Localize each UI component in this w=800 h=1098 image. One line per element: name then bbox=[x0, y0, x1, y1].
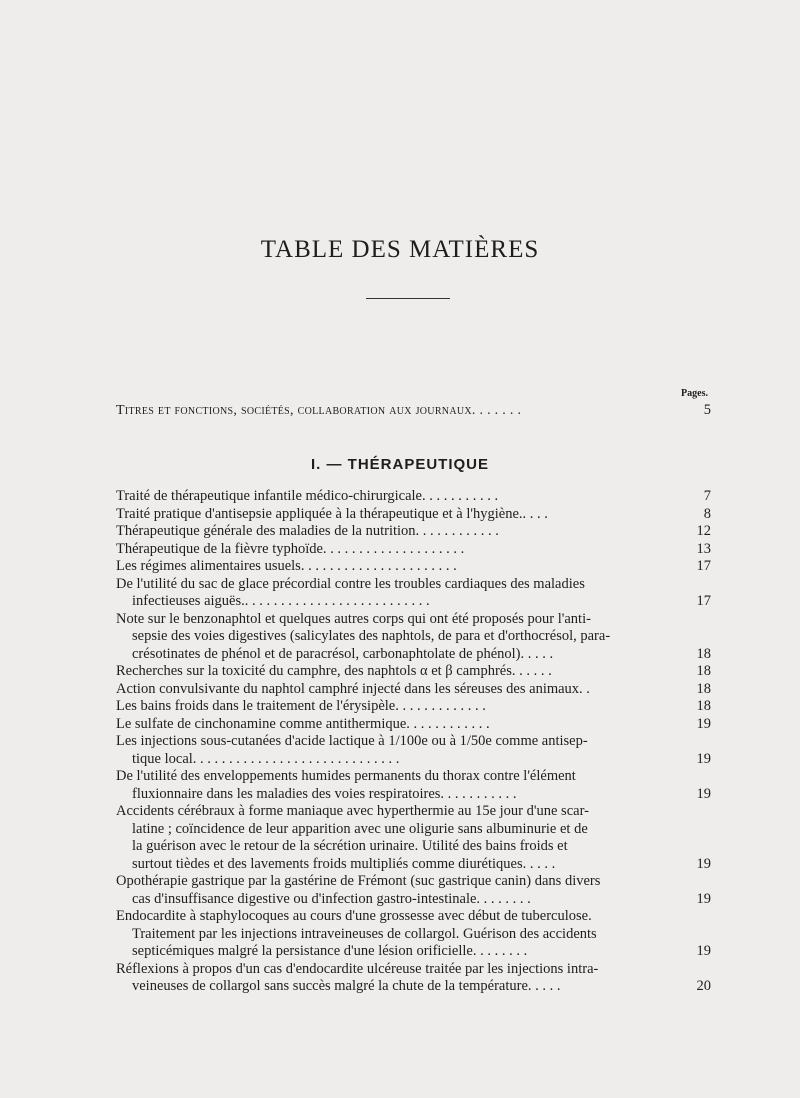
toc-entry bbox=[116, 873, 711, 908]
toc-entry bbox=[116, 961, 711, 996]
toc-entry bbox=[116, 558, 711, 576]
toc-entry bbox=[116, 576, 711, 611]
toc-entry-line: la guérison avec le retour de la sécrétion urinaire. Utilité des bains froids et bbox=[132, 838, 568, 854]
toc-entry bbox=[116, 803, 711, 873]
toc-entry-line: fluxionnaire dans les maladies des voies respiratoires. . . . . . . . . . . bbox=[132, 785, 517, 802]
toc-entry-page: 19 bbox=[696, 785, 711, 802]
toc-entry-page: 18 bbox=[696, 645, 711, 662]
toc-entry-page: 18 bbox=[696, 663, 711, 679]
toc-entry bbox=[116, 663, 711, 681]
toc-entry bbox=[116, 768, 711, 803]
toc-entry bbox=[116, 733, 711, 768]
title-rule bbox=[366, 298, 450, 299]
toc-entry-line: latine ; coïncidence de leur apparition avec une oligurie sans albuminurie et de bbox=[132, 820, 588, 837]
toc-entry-line: Note sur le benzonaphtol et quelques autres corps qui ont été proposés pour l'anti- bbox=[116, 610, 591, 627]
toc-entry-line: De l'utilité des enveloppements humides permanents du thorax contre l'élément bbox=[116, 768, 576, 784]
toc-entry-line: De l'utilité du sac de glace précordial contre les troubles cardiaques des maladies bbox=[116, 575, 585, 592]
toc-entry-text bbox=[116, 908, 675, 961]
toc-entry-page: 19 bbox=[696, 715, 711, 732]
toc-entry bbox=[116, 523, 711, 541]
toc-entry-text bbox=[116, 716, 675, 734]
toc-entry-page: 20 bbox=[696, 978, 711, 994]
toc-entry-line: tique local. . . . . . . . . . . . . . . . . . . . . . . . . . . . . bbox=[132, 750, 400, 767]
toc-entry-line: crésotinates de phénol et de paracrésol, carbonaphtolate de phénol). . . . . bbox=[132, 645, 554, 662]
toc-entry-text bbox=[116, 681, 675, 699]
toc-entry-page: 17 bbox=[696, 558, 711, 574]
toc-entry-text bbox=[116, 611, 675, 664]
toc-intro-page: 5 bbox=[703, 402, 711, 418]
toc-entry-text bbox=[116, 523, 675, 541]
toc-entry-line: Opothérapie gastrique par la gastérine de Frémont (suc gastrique canin) dans divers bbox=[116, 873, 601, 889]
toc-entry-line: Thérapeutique de la fièvre typhoïde. . . . . . . . . . . . . . . . . . . . bbox=[116, 540, 465, 557]
toc-entry bbox=[116, 716, 711, 734]
toc-entry-line: Traité pratique d'antisepsie appliquée à la thérapeutique et à l'hygiène.. . . . bbox=[116, 505, 548, 522]
toc-entry-text bbox=[116, 698, 675, 716]
toc-entry-line: Recherches sur la toxicité du camphre, des naphtols α et β camphrés. . . . . . bbox=[116, 663, 552, 679]
toc-entry-line: Les bains froids dans le traitement de l'érysipèle. . . . . . . . . . . . . bbox=[116, 698, 486, 714]
toc-entry-line: veineuses de collargol sans succès malgré la chute de la température. . . . . bbox=[132, 978, 561, 994]
toc-entry-line: Accidents cérébraux à forme maniaque avec hyperthermie au 15e jour d'une scar- bbox=[116, 803, 589, 819]
toc-intro-text: Titres et fonctions, sociétés, collaboration aux journaux. . . . . . . bbox=[116, 403, 522, 418]
toc-entry-page: 18 bbox=[696, 698, 711, 714]
section-title: I. — THÉRAPEUTIQUE bbox=[310, 456, 489, 473]
toc-entry bbox=[116, 611, 711, 664]
toc-entry-text bbox=[116, 733, 675, 768]
toc-entry-line: Le sulfate de cinchonamine comme antithermique. . . . . . . . . . . . bbox=[116, 715, 490, 732]
toc-entry bbox=[116, 698, 711, 716]
toc-entry bbox=[116, 506, 711, 524]
toc-entry-line: septicémiques malgré la persistance d'une lésion orificielle. . . . . . . . bbox=[132, 943, 528, 959]
toc-entry bbox=[116, 908, 711, 961]
toc-entry-page: 18 bbox=[696, 680, 711, 697]
toc-entry-line: sepsie des voies digestives (salicylates des naphtols, de para et d'orthocrésol, para- bbox=[132, 628, 611, 644]
toc-entry-line: Action convulsivante du naphtol camphré injecté dans les séreuses des animaux. . bbox=[116, 680, 590, 697]
toc-entry-page: 19 bbox=[696, 943, 711, 959]
page-title: TABLE DES MATIÈRES bbox=[260, 236, 540, 263]
toc-entry-text bbox=[116, 506, 675, 524]
toc-entry bbox=[116, 488, 711, 506]
toc-entry-text bbox=[116, 768, 675, 803]
toc-entry bbox=[116, 681, 711, 699]
toc-entry-text bbox=[116, 803, 675, 873]
toc-entry-line: Thérapeutique générale des maladies de la nutrition. . . . . . . . . . . . bbox=[116, 523, 499, 539]
toc-entry-line: Traitement par les injections intraveineuses de collargol. Guérison des accidents bbox=[132, 925, 597, 942]
toc-entry-line: infectieuses aiguës.. . . . . . . . . . . . . . . . . . . . . . . . . . bbox=[132, 593, 430, 609]
toc-entry-page: 19 bbox=[696, 855, 711, 872]
toc-entry bbox=[116, 541, 711, 559]
toc-entry-page: 8 bbox=[703, 505, 711, 522]
toc-entry-text bbox=[116, 961, 675, 996]
toc-entry-line: surtout tièdes et des lavements froids multipliés comme diurétiques. . . . . bbox=[132, 855, 556, 872]
toc-entry-text bbox=[116, 576, 675, 611]
toc-entry-page: 17 bbox=[696, 593, 711, 609]
toc-entry-text bbox=[116, 488, 675, 506]
toc-entry-page: 7 bbox=[703, 488, 711, 504]
pages-column-label: Pages. bbox=[681, 388, 708, 399]
toc-entries bbox=[116, 488, 711, 996]
toc-entry-page: 19 bbox=[696, 750, 711, 767]
toc-entry-line: Les injections sous-cutanées d'acide lactique à 1/100e ou à 1/50e comme antisep- bbox=[116, 733, 588, 749]
toc-entry-text bbox=[116, 663, 675, 681]
toc-entry-page: 12 bbox=[696, 523, 711, 539]
toc-entry-text bbox=[116, 558, 675, 576]
toc-entry-line: Traité de thérapeutique infantile médico-chirurgicale. . . . . . . . . . . bbox=[116, 488, 499, 504]
toc-entry-page: 13 bbox=[696, 540, 711, 557]
toc-entry-line: Les régimes alimentaires usuels. . . . . . . . . . . . . . . . . . . . . . bbox=[116, 558, 457, 574]
toc-entry-line: Endocardite à staphylocoques au cours d'une grossesse avec début de tuberculose. bbox=[116, 908, 592, 924]
toc-entry-line: cas d'insuffisance digestive ou d'infection gastro-intestinale. . . . . . . . bbox=[132, 890, 531, 907]
toc-entry-line: Réflexions à propos d'un cas d'endocardite ulcéreuse traitée par les injections intra- bbox=[116, 960, 599, 977]
toc-entry-page: 19 bbox=[696, 890, 711, 907]
toc-intro-entry bbox=[116, 402, 711, 420]
toc-entry-text bbox=[116, 873, 675, 908]
toc-entry-text bbox=[116, 541, 675, 559]
